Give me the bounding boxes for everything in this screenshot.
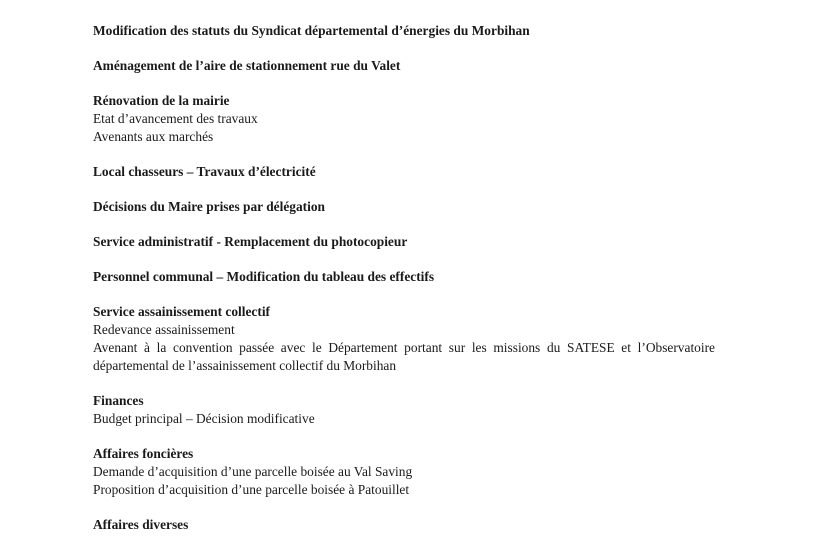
agenda-subitem: Demande d’acquisition d’une parcelle boisée au Val Saving xyxy=(93,464,413,479)
agenda-heading: Personnel communal – Modification du tableau des effectifs xyxy=(93,269,435,284)
agenda-heading: Service assainissement collectif xyxy=(93,304,271,319)
agenda-document xyxy=(93,22,715,551)
agenda-heading: Service administratif - Remplacement du photocopieur xyxy=(93,234,408,249)
agenda-subitem: Redevance assainissement xyxy=(93,322,235,337)
agenda-heading: Affaires foncières xyxy=(93,446,194,461)
agenda-subitem: Etat d’avancement des travaux xyxy=(93,111,258,126)
agenda-item-stationnement xyxy=(93,57,715,75)
agenda-heading: Aménagement de l’aire de stationnement rue du Valet xyxy=(93,58,401,73)
agenda-heading: Décisions du Maire prises par délégation xyxy=(93,199,325,214)
agenda-item-photocopieur xyxy=(93,233,715,251)
agenda-subitem: Avenants aux marchés xyxy=(93,129,214,144)
agenda-heading: Affaires diverses xyxy=(93,517,189,532)
agenda-heading: Local chasseurs – Travaux d’électricité xyxy=(93,164,316,179)
agenda-subitem: Avenant à la convention passée avec le Département portant sur les missions du SATESE et l’Observatoire départemental de l’assainissement collectif du Morbihan xyxy=(93,340,715,373)
agenda-item-affaires-foncieres xyxy=(93,445,715,499)
agenda-item-decisions-maire xyxy=(93,198,715,216)
agenda-item-finances xyxy=(93,392,715,428)
agenda-item-assainissement xyxy=(93,303,715,375)
agenda-subitem: Proposition d’acquisition d’une parcelle boisée à Patouillet xyxy=(93,482,410,497)
agenda-heading: Rénovation de la mairie xyxy=(93,93,230,108)
agenda-item-local-chasseurs xyxy=(93,163,715,181)
agenda-item-renovation-mairie xyxy=(93,92,715,146)
agenda-item-syndicat-energies xyxy=(93,22,715,40)
agenda-subitem: Budget principal – Décision modificative xyxy=(93,411,315,426)
agenda-heading: Finances xyxy=(93,393,144,408)
agenda-item-affaires-diverses xyxy=(93,516,715,534)
agenda-heading: Modification des statuts du Syndicat départemental d’énergies du Morbihan xyxy=(93,23,530,38)
agenda-item-personnel xyxy=(93,268,715,286)
